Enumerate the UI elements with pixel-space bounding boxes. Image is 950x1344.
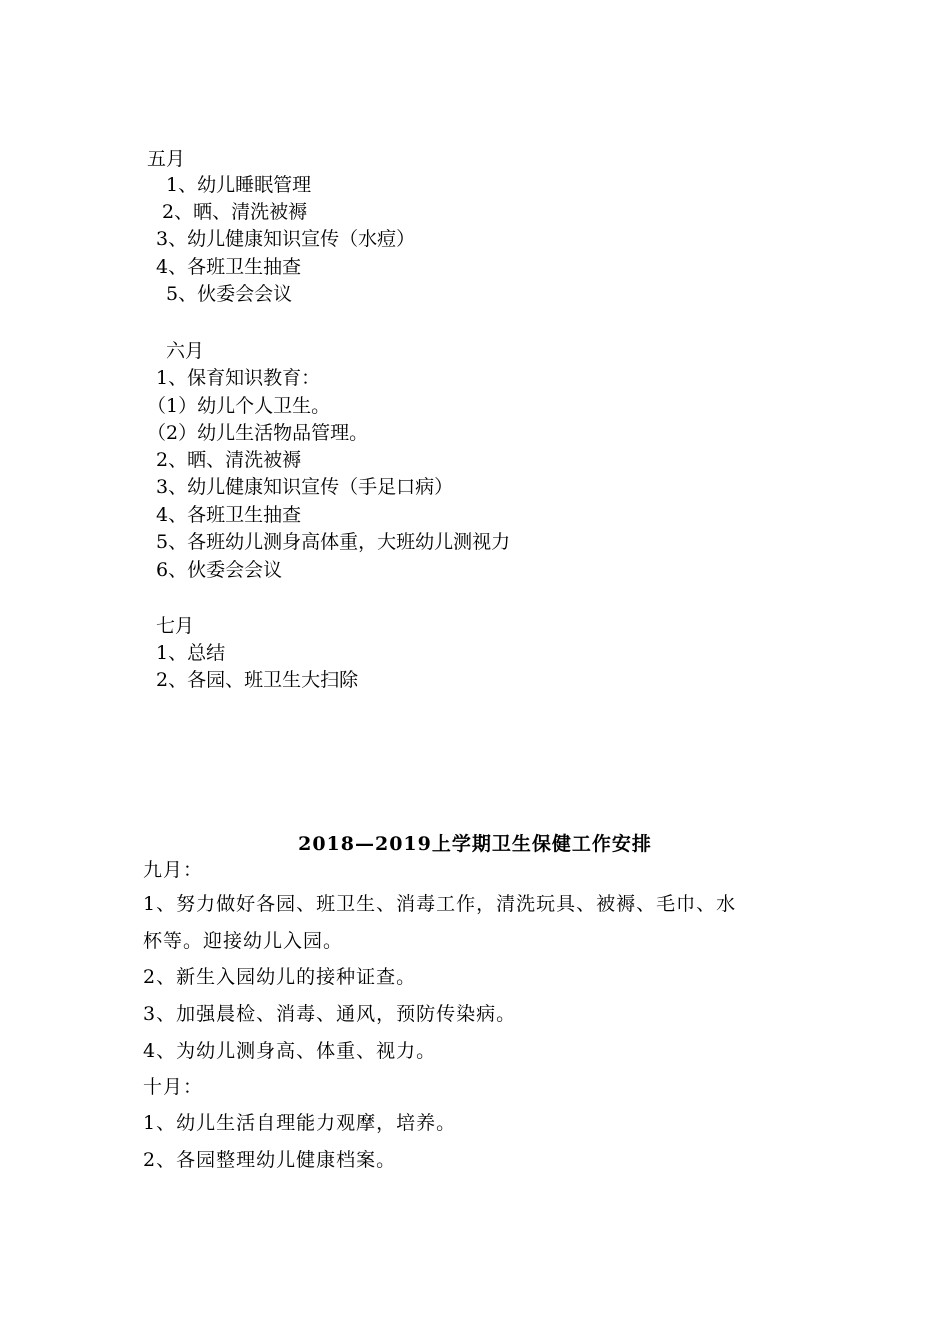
september-item-1-cont: 杯等。迎接幼儿入园。 [143, 930, 344, 952]
september-heading: 九月： [143, 859, 204, 881]
june-item-1b: （2）幼儿生活物品管理。 [147, 422, 369, 444]
may-item-4: 4、各班卫生抽查 [156, 256, 302, 278]
june-item-1: 1、保育知识教育： [156, 367, 321, 389]
june-item-5: 5、各班幼儿测身高体重，大班幼儿测视力 [156, 531, 511, 553]
may-item-3: 3、幼儿健康知识宣传（水痘） [156, 228, 416, 250]
september-item-3: 3、加强晨检、消毒、通风，预防传染病。 [143, 1003, 517, 1025]
june-item-2: 2、晒、清洗被褥 [156, 449, 302, 471]
july-item-2: 2、各园、班卫生大扫除 [156, 669, 359, 691]
may-heading: 五月 [147, 148, 186, 170]
october-item-1: 1、幼儿生活自理能力观摩，培养。 [143, 1112, 457, 1134]
june-item-1a: （1）幼儿个人卫生。 [147, 395, 331, 417]
july-heading: 七月 [156, 615, 195, 637]
september-item-1: 1、努力做好各园、班卫生、消毒工作，清洗玩具、被褥、毛巾、水 [143, 893, 737, 915]
may-item-1: 1、幼儿睡眠管理 [166, 174, 312, 196]
may-item-5: 5、伙委会会议 [166, 283, 293, 305]
october-item-2: 2、各园整理幼儿健康档案。 [143, 1149, 397, 1171]
september-item-2: 2、新生入园幼儿的接种证查。 [143, 966, 417, 988]
october-heading: 十月： [143, 1076, 204, 1098]
june-item-6: 6、伙委会会议 [156, 559, 283, 581]
july-item-1: 1、总结 [156, 642, 226, 664]
june-heading: 六月 [166, 340, 205, 362]
page-title: 2018—2019上学期卫生保健工作安排 [298, 833, 652, 855]
september-item-4: 4、为幼儿测身高、体重、视力。 [143, 1040, 437, 1062]
june-item-3: 3、幼儿健康知识宣传（手足口病） [156, 476, 454, 498]
june-item-4: 4、各班卫生抽查 [156, 504, 302, 526]
may-item-2: 2、晒、清洗被褥 [162, 201, 308, 223]
